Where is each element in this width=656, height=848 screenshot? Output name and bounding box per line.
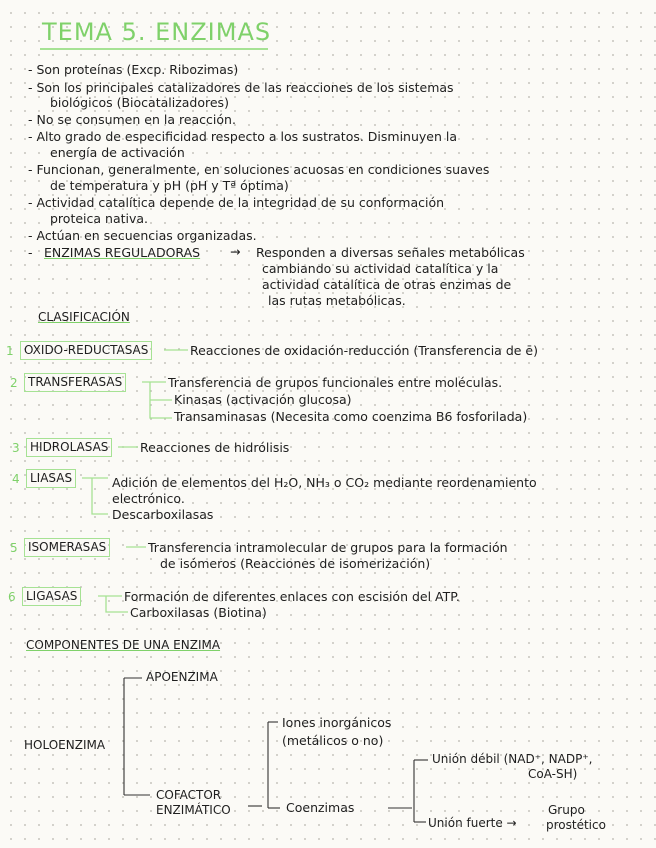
class-number: 5 — [10, 541, 18, 555]
bullet-line: biológicos (Biocatalizadores) — [50, 95, 229, 110]
union-debil-label: CoA-SH) — [528, 767, 578, 781]
coenzimas-label: Coenzimas — [286, 800, 355, 815]
class-description: Reacciones de oxidación-reducción (Transferencia de ē) — [190, 343, 538, 358]
class-name: OXIDO-REDUCTASAS — [20, 341, 152, 360]
bullet-line: - Alto grado de especificidad respecto a los sustratos. Disminuyen la — [28, 129, 458, 144]
class-description: Formación de diferentes enlaces con escisión del ATP. — [124, 589, 460, 604]
bullet-line: - Actúan en secuencias organizadas. — [28, 228, 257, 243]
connector-line — [82, 478, 108, 514]
reguladoras-dash: - — [28, 245, 33, 260]
bullet-line: - Son los principales catalizadores de las reacciones de los sistemas — [28, 80, 454, 95]
class-description: electrónico. — [112, 491, 185, 506]
iones-label: (metálicos o no) — [282, 733, 384, 748]
cofactor-label: ENZIMÁTICO — [156, 803, 231, 817]
reguladoras-label: ENZIMAS REGULADORAS — [44, 245, 201, 260]
class-description: Carboxilasas (Biotina) — [130, 605, 267, 620]
class-number: 1 — [6, 344, 14, 358]
class-description: Reacciones de hidrólisis — [140, 440, 290, 455]
reguladoras-text: cambiando su actividad catalítica y la — [262, 261, 499, 276]
reguladoras-text: las rutas metabólicas. — [268, 293, 406, 308]
grupo-label: Grupo — [548, 803, 585, 817]
componentes-heading: COMPONENTES DE UNA ENZIMA — [26, 638, 221, 652]
bullet-line: energía de activación — [50, 145, 185, 160]
class-description: Kinasas (activación glucosa) — [174, 392, 352, 407]
bullet-line: - Actividad catalítica depende de la integridad de su conformación — [28, 195, 445, 210]
class-name: TRANSFERASAS — [24, 373, 126, 392]
cofactor-label: COFACTOR — [156, 788, 222, 802]
bullet-line: - Son proteínas (Excp. Ribozimas) — [28, 62, 239, 77]
bullet-line: - Funcionan, generalmente, en soluciones acuosas en condiciones suaves — [28, 162, 490, 177]
bullet-line: proteica nativa. — [50, 211, 149, 226]
bullet-line: de temperatura y pH (pH y Tª óptima) — [50, 178, 289, 193]
class-number: 4 — [12, 472, 20, 486]
apoenzima-label: APOENZIMA — [146, 670, 218, 684]
reguladoras-text: Responden a diversas señales metabólicas — [256, 245, 525, 260]
bullet-line: - No se consumen en la reacción. — [28, 112, 236, 127]
connector-line — [142, 382, 172, 418]
class-description: Transferencia de grupos funcionales entre moléculas. — [168, 375, 503, 390]
class-number: 3 — [12, 441, 20, 455]
class-number: 6 — [8, 590, 16, 604]
clasificacion-heading: CLASIFICACIÓN — [38, 310, 130, 324]
arrow-right-icon: → — [230, 244, 241, 259]
class-name: LIGASAS — [22, 587, 81, 606]
class-description: de isómeros (Reacciones de isomerización) — [160, 556, 431, 571]
reguladoras-text: actividad catalítica de otras enzimas de — [262, 277, 512, 292]
class-name: ISOMERASAS — [24, 538, 110, 557]
class-number: 2 — [10, 376, 18, 390]
class-name: HIDROLASAS — [26, 438, 112, 457]
class-description: Transaminasas (Necesita como coenzima B6 fosforilada) — [174, 409, 528, 424]
class-description: Descarboxilasas — [112, 507, 214, 522]
union-debil-label: Unión débil (NAD⁺, NADP⁺, — [432, 752, 593, 766]
union-fuerte-label: Unión fuerte → — [428, 816, 517, 830]
connector-line — [98, 596, 128, 612]
holoenzima-label: HOLOENZIMA — [24, 738, 106, 752]
class-description: Transferencia intramolecular de grupos para la formación — [148, 540, 508, 555]
grupo-label: prostético — [546, 818, 606, 832]
class-name: LIASAS — [26, 469, 76, 488]
iones-label: Iones inorgánicos — [282, 715, 392, 730]
page-title: TEMA 5. ENZIMAS — [42, 18, 272, 46]
class-description: Adición de elementos del H₂O, NH₃ o CO₂ mediante reordenamiento — [112, 475, 537, 490]
